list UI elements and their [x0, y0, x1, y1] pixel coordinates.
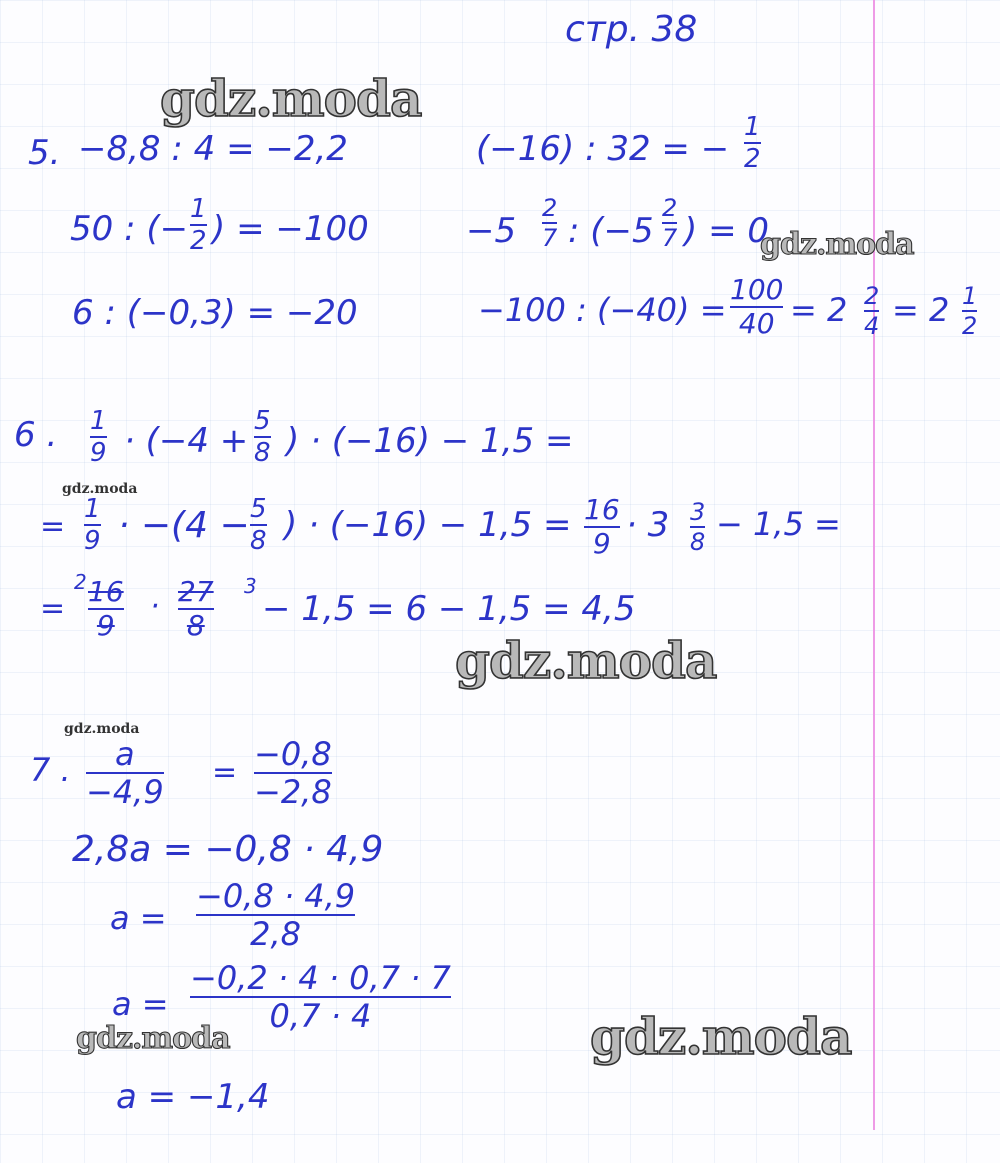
- numerator: 2: [542, 194, 558, 222]
- fraction: [190, 959, 451, 1035]
- page-header: стр. 38: [565, 9, 698, 50]
- fraction: [178, 575, 214, 642]
- equation-line: − 1,5 =: [716, 505, 841, 543]
- numerator: −0,2 · 4 · 0,7 · 7: [190, 959, 451, 997]
- fraction: [196, 877, 356, 953]
- denominator: 2,8: [250, 915, 301, 953]
- equation-line: a =: [110, 899, 167, 937]
- denominator: 9: [592, 527, 611, 560]
- denominator: 2: [744, 144, 761, 174]
- equation-line: a = −1,4: [116, 1077, 270, 1117]
- numerator: 100: [730, 273, 784, 306]
- equation-line: · (−4 +: [124, 421, 249, 461]
- numerator: 27: [178, 575, 214, 608]
- fraction: [250, 496, 267, 554]
- task-number: 7 .: [30, 751, 71, 789]
- numerator: 1: [190, 194, 207, 224]
- fraction: [662, 196, 677, 250]
- watermark: gdz.moda: [455, 631, 717, 690]
- fraction: [88, 575, 124, 642]
- task-number: 6 .: [14, 415, 58, 455]
- numerator: −0,8 · 4,9: [196, 877, 356, 915]
- equation-line: · 3: [626, 505, 670, 545]
- denominator: 2: [962, 312, 978, 340]
- denominator: −4,9: [86, 773, 164, 811]
- numerator: 1: [744, 112, 761, 142]
- denominator: 40: [738, 307, 775, 340]
- denominator: 0,7 · 4: [269, 997, 372, 1035]
- numerator: 1: [90, 406, 107, 436]
- fraction: [542, 196, 557, 250]
- numerator: −0,8: [254, 735, 332, 773]
- fraction: [962, 284, 977, 338]
- fraction: [730, 273, 784, 340]
- denominator: 9: [96, 609, 115, 642]
- equation-line: : (−5: [568, 211, 654, 251]
- equation-line: −8,8 : 4 = −2,2: [78, 129, 348, 169]
- multiply-dot: ·: [150, 589, 160, 624]
- equals-sign: =: [212, 755, 238, 790]
- equation-line: =: [40, 591, 66, 626]
- equation-line: = 2: [892, 291, 950, 329]
- equation-line: a =: [112, 985, 169, 1023]
- watermark: gdz.moda: [760, 227, 914, 262]
- equation-line: 6 : (−0,3) = −20: [72, 293, 358, 333]
- numerator: 16: [584, 493, 620, 526]
- fraction: [690, 500, 705, 554]
- task-number: 5.: [28, 133, 61, 173]
- denominator: 8: [186, 609, 205, 642]
- equation-line: −100 : (−40) =: [478, 291, 727, 329]
- equation-line: −5: [466, 211, 517, 251]
- numerator: a: [115, 735, 135, 773]
- watermark: gdz.moda: [160, 69, 422, 128]
- cancel-factor: 2: [74, 570, 87, 594]
- numerator: 16: [88, 575, 124, 608]
- equation-line: ) · (−16) − 1,5 =: [286, 421, 574, 461]
- watermark: gdz.moda: [64, 721, 140, 737]
- denominator: 4: [864, 312, 880, 340]
- fraction: [84, 496, 101, 554]
- equation-line: ) · (−16) − 1,5 =: [284, 505, 572, 545]
- watermark: gdz.moda: [590, 1007, 852, 1066]
- fraction: [90, 408, 107, 466]
- watermark: gdz.moda: [76, 1021, 230, 1056]
- cancel-factor: 3: [244, 574, 257, 598]
- margin-line: [873, 0, 875, 1130]
- denominator: 8: [250, 526, 267, 556]
- numerator: 1: [962, 282, 978, 310]
- equation-line: (−16) : 32 = −: [476, 129, 730, 169]
- equation-line: − 1,5 = 6 − 1,5 = 4,5: [262, 589, 636, 629]
- denominator: 7: [542, 224, 558, 252]
- numerator: 2: [662, 194, 678, 222]
- fraction: [190, 196, 207, 254]
- equation-line: · −(4 −: [118, 505, 250, 546]
- numerator: 5: [254, 406, 271, 436]
- fraction: [584, 493, 620, 560]
- equation-line: 2,8a = −0,8 · 4,9: [72, 829, 384, 870]
- denominator: 9: [84, 526, 101, 556]
- denominator: 2: [190, 226, 207, 256]
- equation-line: 50 : (−: [70, 209, 189, 249]
- numerator: 2: [864, 282, 880, 310]
- denominator: 7: [662, 224, 678, 252]
- equation-line: = 2: [790, 291, 848, 329]
- numerator: 1: [84, 494, 101, 524]
- fraction: [254, 408, 271, 466]
- fraction: [744, 114, 761, 172]
- numerator: 3: [690, 498, 706, 526]
- denominator: 8: [690, 528, 706, 556]
- fraction: [254, 735, 332, 811]
- fraction: [864, 284, 879, 338]
- numerator: 5: [250, 494, 267, 524]
- watermark: gdz.moda: [62, 481, 138, 497]
- equation-line: ) = −100: [212, 209, 369, 249]
- fraction: [86, 735, 164, 811]
- denominator: 9: [90, 438, 107, 468]
- equation-line: =: [40, 509, 66, 544]
- denominator: 8: [254, 438, 271, 468]
- equation-line: ) = 0: [684, 211, 769, 251]
- denominator: −2,8: [254, 773, 332, 811]
